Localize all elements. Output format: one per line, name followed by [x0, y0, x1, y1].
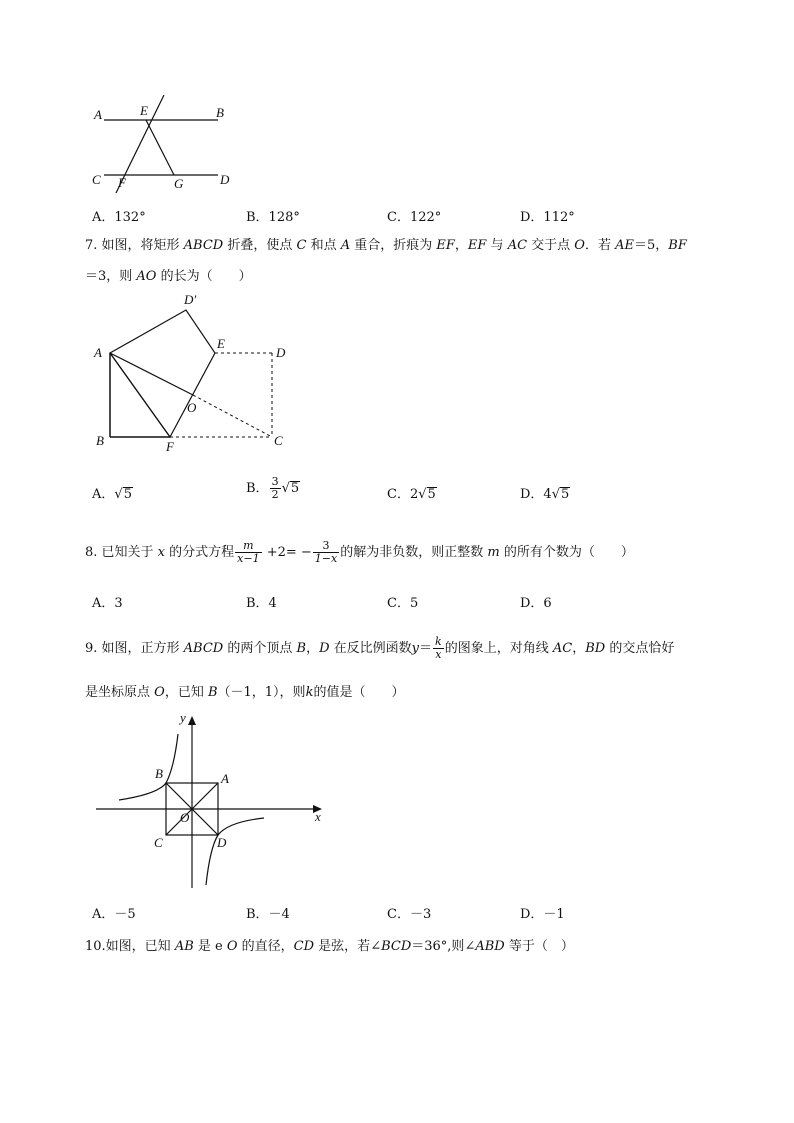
label-e: E — [140, 103, 148, 118]
label-f: F — [166, 439, 174, 454]
dashed-oc — [193, 395, 272, 437]
q7-stem-line2: ＝3，则 AO 的长为（ ） — [85, 269, 252, 284]
q8-option-b: B．4 — [246, 596, 277, 611]
label-a: A — [94, 345, 102, 360]
label-a: A — [221, 771, 229, 786]
folded-quad — [110, 310, 215, 437]
q9-option-d: D．－1 — [520, 907, 565, 922]
label-d-prime: D′ — [184, 292, 197, 307]
label-g: G — [174, 176, 184, 191]
q6-option-b: B．128° — [246, 210, 300, 225]
q10-stem: 10.如图，已知 AB 是 e O 的直径，CD 是弦，若∠BCD＝36°,则∠ABD 等于（ ） — [85, 939, 574, 954]
q9-stem-line1: 9. 如图，正方形 ABCD 的两个顶点 B，D 在反比例函数y＝ $\frac{k}{x}$ 的图象上，对角线 AC，BD 的交点恰好 — [85, 635, 675, 661]
label-a: A — [94, 107, 102, 122]
label-b: B — [96, 433, 104, 448]
q6-option-a: A．132° — [92, 210, 146, 225]
label-o: O — [180, 810, 190, 825]
q7-stem-line1: 7. 如图，将矩形 ABCD 折叠，使点 C 和点 A 重合，折痕为 EF，EF 与 AC 交于点 O．若 AE＝5，BF — [85, 238, 687, 253]
label-e: E — [217, 336, 225, 351]
label-c: C — [274, 433, 283, 448]
label-f: F — [118, 175, 126, 190]
label-b: B — [155, 766, 163, 781]
q8-option-c: C．5 — [387, 596, 419, 611]
q6-figure — [86, 95, 246, 195]
hyperbola-branch-left — [119, 734, 178, 800]
q9-option-c: C．－3 — [387, 907, 432, 922]
q6-option-d: D．112° — [520, 210, 575, 225]
q9-option-b: B．－4 — [246, 907, 290, 922]
hyperbola-branch-right — [206, 818, 264, 885]
y-axis-arrow-icon — [188, 716, 196, 725]
label-y: y — [180, 710, 186, 725]
q9-figure — [92, 708, 342, 893]
label-c: C — [92, 172, 101, 187]
q7-option-d: D．4√5 — [520, 487, 570, 502]
q6-option-c: C．122° — [387, 210, 442, 225]
q7-figure — [86, 290, 296, 460]
label-b: B — [216, 105, 224, 120]
q9-stem-line2: 是坐标原点 O，已知 B（－1，1），则k的值是（ ） — [85, 685, 405, 700]
q8-option-a: A．3 — [92, 596, 123, 611]
label-d: D — [220, 172, 230, 187]
label-x: x — [315, 809, 321, 824]
line-ao — [110, 353, 193, 395]
q8-option-d: D．6 — [520, 596, 552, 611]
q7-option-b: B． $\frac{3}{2}$ √5 — [246, 475, 300, 501]
line-af — [110, 353, 170, 437]
line-eg — [146, 120, 174, 175]
label-d: D — [276, 345, 286, 360]
q9-option-a: A．－5 — [92, 907, 136, 922]
q8-stem: 8. 已知关于 x 的分式方程 $\frac{m}{x-1}$ +2= − $\frac{3}{1-x}$ 的解为非负数，则正整数 m 的所有个数为（ ） — [85, 539, 634, 565]
q7-option-a: A．√5 — [92, 487, 132, 502]
label-o: O — [187, 400, 197, 415]
label-c: C — [154, 835, 163, 850]
q7-option-c: C．2√5 — [387, 487, 436, 502]
label-d: D — [217, 835, 227, 850]
